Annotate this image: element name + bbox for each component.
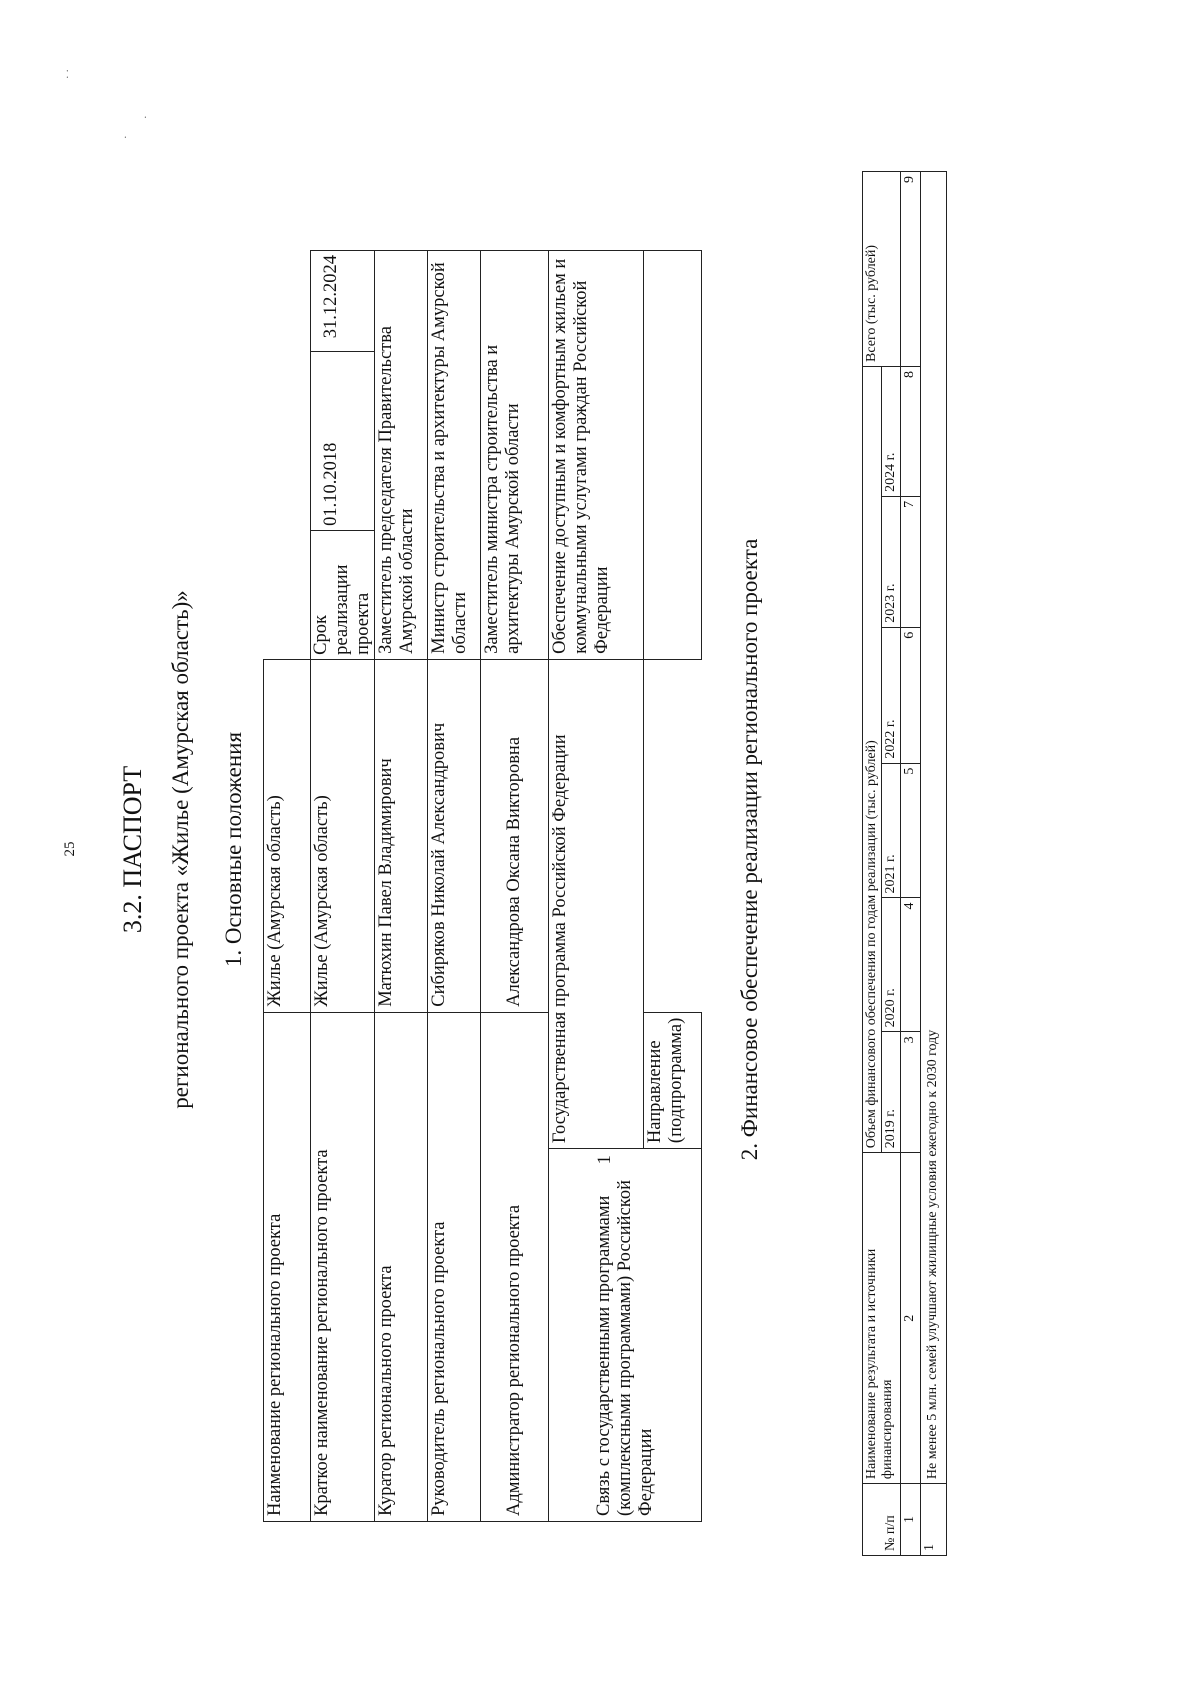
label-direction: Направление (подпрограмма) <box>644 1012 702 1148</box>
label-head: Руководитель регионального проекта <box>428 1012 481 1521</box>
value-head-position: Министр строительства и архитектуры Амурской области <box>428 251 481 660</box>
basics-table <box>263 250 702 1522</box>
col-name-header: Наименование результата и источники финансирования <box>863 1153 901 1484</box>
label-admin: Администратор регионального проекта <box>481 1012 549 1521</box>
year-header: 2019 г. <box>881 1032 900 1153</box>
result-text: Не менее 5 млн. семей улучшают жилищные условия ежегодно к 2030 году <box>920 172 946 1484</box>
table-row <box>481 251 549 1522</box>
label-program-link: Связь с государственными программами (комплексными программами) Российской Федерации 1 <box>549 1149 702 1522</box>
index-cell: 6 <box>900 627 920 763</box>
index-cell: 3 <box>900 1032 920 1153</box>
table-row <box>311 251 375 1522</box>
index-cell: 4 <box>900 898 920 1032</box>
label-term: Срок реализации проекта <box>311 564 374 655</box>
section-title-finance: 2. Финансовое обеспечение реализации регионального проекта <box>737 538 762 1161</box>
col-volume-header: Объем финансового обеспечения по годам реализации (тыс. рублей) <box>863 366 882 1152</box>
col-total-header: Всего (тыс. рублей) <box>863 172 901 367</box>
value-term-end: 31.12.2024 <box>321 255 341 339</box>
label-curator: Куратор регионального проекта <box>375 1012 428 1521</box>
year-header: 2024 г. <box>881 366 900 496</box>
label-short-name: Краткое наименование регионального проекта <box>311 1012 375 1521</box>
index-cell: 5 <box>900 763 920 898</box>
year-header: 2023 г. <box>881 496 900 627</box>
value-admin-name: Александрова Оксана Викторовна <box>481 659 549 1012</box>
label-project-name: Наименование регионального проекта <box>264 1012 311 1521</box>
index-cell: 1 <box>900 1484 920 1556</box>
value-gov-program: Обеспечение доступным и комфортным жильем и коммунальными услугами граждан Российской Федерации <box>549 251 644 660</box>
table-header-row <box>863 172 882 1556</box>
footnote-marker: 1 <box>595 1155 616 1165</box>
result-number: 1 <box>920 1484 946 1556</box>
table-row <box>428 251 481 1522</box>
label-gov-program: Государственная программа Российской Федерации <box>549 659 644 1148</box>
table-row <box>549 251 644 1522</box>
index-cell: 2 <box>900 1153 920 1484</box>
document-subheading: регионального проекта «Жилье (Амурская область)» <box>168 590 193 1109</box>
page-number: 25 <box>62 841 78 857</box>
document-heading: 3.2. ПАСПОРТ <box>118 765 147 934</box>
year-header: 2021 г. <box>881 763 900 898</box>
finance-table <box>862 171 947 1556</box>
value-curator-name: Матюхин Павел Владимирович <box>375 659 428 1012</box>
year-header: 2022 г. <box>881 627 900 763</box>
value-short-name: Жилье (Амурская область) <box>311 659 375 1012</box>
index-cell: 7 <box>900 496 920 627</box>
value-curator-position: Заместитель председателя Правительства Амурской области <box>375 251 428 660</box>
col-number-header: № п/п <box>863 1484 901 1556</box>
year-header: 2020 г. <box>881 898 900 1032</box>
value-project-name: Жилье (Амурская область) <box>264 659 311 1012</box>
value-admin-position: Заместитель министра строительства и архитектуры Амурской области <box>481 251 549 660</box>
scan-mark: · <box>120 135 132 139</box>
table-row <box>264 251 311 1522</box>
index-cell: 9 <box>900 172 920 367</box>
section-title-basics: 1. Основные положения <box>221 731 246 968</box>
table-row <box>920 172 946 1556</box>
value-head-name: Сибиряков Николай Александрович <box>428 659 481 1012</box>
scan-mark: · <box>140 115 152 119</box>
index-cell: 8 <box>900 366 920 496</box>
table-row <box>375 251 428 1522</box>
table-index-row <box>900 172 920 1556</box>
scan-mark: · · <box>62 68 74 79</box>
value-direction <box>644 251 702 660</box>
value-term-start: 01.10.2018 <box>311 351 374 530</box>
term-cell <box>311 251 375 660</box>
